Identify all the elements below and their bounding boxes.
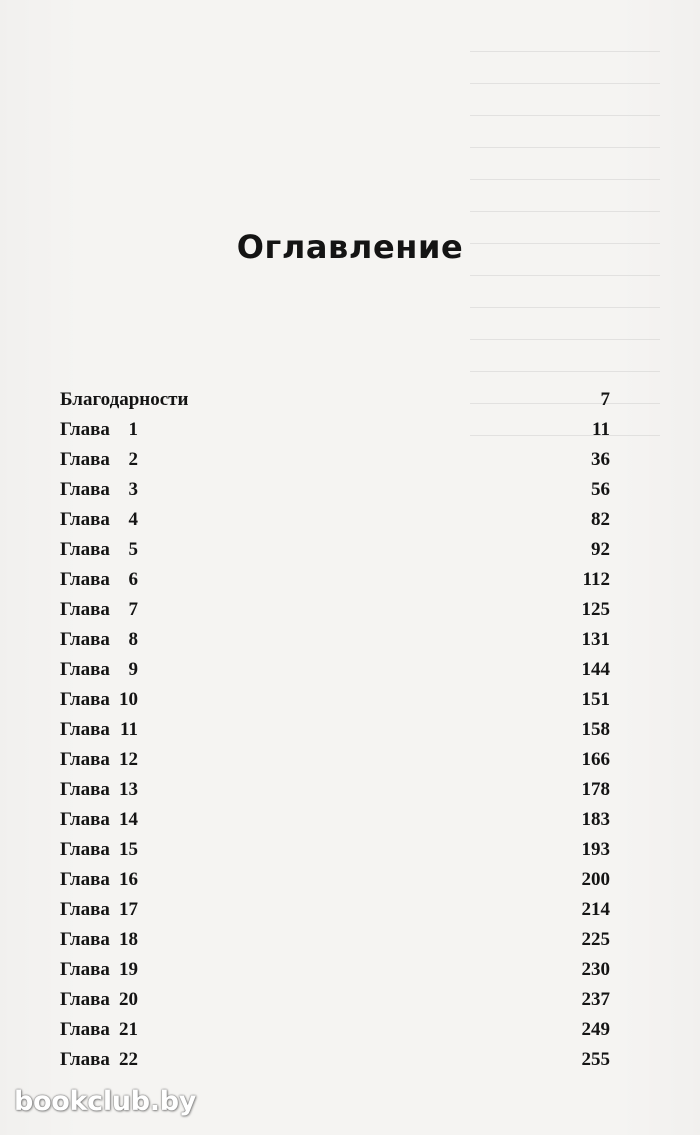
chapter-prefix: Глава bbox=[60, 959, 110, 980]
dot-leader bbox=[146, 415, 570, 445]
dot-leader bbox=[146, 565, 570, 595]
toc-entry-chapter bbox=[60, 565, 610, 595]
chapter-prefix: Глава bbox=[60, 629, 110, 650]
toc-page-number: 237 bbox=[581, 989, 610, 1010]
chapter-number: 3 bbox=[128, 479, 138, 500]
toc-page-number: 249 bbox=[581, 1019, 610, 1040]
toc-entry-chapter bbox=[60, 1045, 610, 1075]
toc-entry-chapter bbox=[60, 685, 610, 715]
chapter-number: 13 bbox=[119, 779, 138, 800]
toc-entry-label bbox=[60, 925, 138, 955]
toc-entry-label bbox=[60, 985, 138, 1015]
table-of-contents bbox=[60, 385, 610, 1075]
chapter-number: 12 bbox=[119, 749, 138, 770]
toc-entry-chapter bbox=[60, 415, 610, 445]
toc-page-number: 144 bbox=[581, 659, 610, 680]
toc-entry-chapter bbox=[60, 535, 610, 565]
dot-leader bbox=[146, 835, 570, 865]
toc-page-number: 255 bbox=[581, 1049, 610, 1070]
toc-entry-label bbox=[60, 1045, 138, 1075]
toc-page-number: 178 bbox=[581, 779, 610, 800]
chapter-number: 11 bbox=[120, 719, 138, 740]
toc-entry-label bbox=[60, 685, 138, 715]
toc-page-number: 36 bbox=[591, 449, 610, 470]
chapter-number: 6 bbox=[128, 569, 138, 590]
toc-page-number: 158 bbox=[581, 719, 610, 740]
toc-entry-chapter bbox=[60, 775, 610, 805]
chapter-prefix: Глава bbox=[60, 749, 110, 770]
dot-leader bbox=[146, 595, 570, 625]
toc-page-number: 112 bbox=[582, 569, 610, 590]
chapter-number: 15 bbox=[119, 839, 138, 860]
toc-page-number: 200 bbox=[581, 869, 610, 890]
watermark-logo: bookclub.by bbox=[14, 1086, 197, 1117]
toc-page-number: 131 bbox=[581, 629, 610, 650]
chapter-number: 14 bbox=[119, 809, 138, 830]
chapter-number: 22 bbox=[119, 1049, 138, 1070]
toc-page-number: 56 bbox=[591, 479, 610, 500]
chapter-prefix: Глава bbox=[60, 869, 110, 890]
toc-entry-chapter bbox=[60, 865, 610, 895]
chapter-prefix: Глава bbox=[60, 479, 110, 500]
toc-entry-label bbox=[60, 535, 138, 565]
chapter-prefix: Глава bbox=[60, 839, 110, 860]
toc-page-number: 125 bbox=[581, 599, 610, 620]
toc-entry-chapter bbox=[60, 655, 610, 685]
toc-page-number: 166 bbox=[581, 749, 610, 770]
chapter-number: 1 bbox=[128, 419, 138, 440]
chapter-prefix: Глава bbox=[60, 1049, 110, 1070]
toc-entry-label bbox=[60, 775, 138, 805]
toc-entry-label bbox=[60, 865, 138, 895]
toc-entry-chapter bbox=[60, 1015, 610, 1045]
toc-entry-label bbox=[60, 655, 138, 685]
chapter-number: 5 bbox=[128, 539, 138, 560]
chapter-number: 21 bbox=[119, 1019, 138, 1040]
toc-page-number: 193 bbox=[581, 839, 610, 860]
dot-leader bbox=[146, 445, 570, 475]
toc-entry-label bbox=[60, 1015, 138, 1045]
toc-entry-chapter bbox=[60, 835, 610, 865]
dot-leader bbox=[146, 625, 570, 655]
toc-entry-label bbox=[60, 505, 138, 535]
chapter-prefix: Глава bbox=[60, 779, 110, 800]
chapter-number: 17 bbox=[119, 899, 138, 920]
dot-leader bbox=[146, 745, 570, 775]
dot-leader bbox=[146, 715, 570, 745]
chapter-number: 4 bbox=[128, 509, 138, 530]
chapter-prefix: Глава bbox=[60, 689, 110, 710]
toc-entry-label bbox=[60, 595, 138, 625]
chapter-prefix: Глава bbox=[60, 419, 110, 440]
toc-entry-chapter bbox=[60, 715, 610, 745]
toc-page-number: 7 bbox=[600, 389, 610, 410]
toc-entry-chapter bbox=[60, 925, 610, 955]
toc-entry-label bbox=[60, 445, 138, 475]
toc-entry-label bbox=[60, 625, 138, 655]
dot-leader bbox=[195, 385, 596, 415]
toc-entry-label bbox=[60, 745, 138, 775]
toc-entry-chapter bbox=[60, 955, 610, 985]
toc-entry-chapter bbox=[60, 595, 610, 625]
chapter-number: 2 bbox=[128, 449, 138, 470]
toc-entry-acknowledgments bbox=[60, 385, 610, 415]
dot-leader bbox=[146, 865, 570, 895]
page-title: Оглавление bbox=[236, 228, 464, 266]
toc-entry-label bbox=[60, 955, 138, 985]
chapter-prefix: Глава bbox=[60, 449, 110, 470]
chapter-number: 9 bbox=[128, 659, 138, 680]
toc-entry-chapter bbox=[60, 985, 610, 1015]
chapter-prefix: Глава bbox=[60, 569, 110, 590]
dot-leader bbox=[146, 655, 570, 685]
chapter-number: 19 bbox=[119, 959, 138, 980]
dot-leader bbox=[146, 925, 570, 955]
toc-entry-chapter bbox=[60, 625, 610, 655]
toc-entry-label bbox=[60, 835, 138, 865]
chapter-prefix: Глава bbox=[60, 929, 110, 950]
chapter-prefix: Глава bbox=[60, 1019, 110, 1040]
toc-entry-label bbox=[60, 415, 138, 445]
toc-page-number: 82 bbox=[591, 509, 610, 530]
dot-leader bbox=[146, 955, 570, 985]
chapter-prefix: Глава bbox=[60, 599, 110, 620]
toc-entry-chapter bbox=[60, 475, 610, 505]
toc-entry-label bbox=[60, 475, 138, 505]
toc-entry-label bbox=[60, 805, 138, 835]
chapter-number: 10 bbox=[119, 689, 138, 710]
chapter-prefix: Глава bbox=[60, 509, 110, 530]
dot-leader bbox=[146, 1015, 570, 1045]
chapter-prefix: Глава bbox=[60, 659, 110, 680]
toc-entry-chapter bbox=[60, 745, 610, 775]
toc-entry-chapter bbox=[60, 895, 610, 925]
dot-leader bbox=[146, 805, 570, 835]
dot-leader bbox=[146, 505, 570, 535]
dot-leader bbox=[146, 1045, 570, 1075]
toc-entry-label bbox=[60, 565, 138, 595]
toc-entry-chapter bbox=[60, 505, 610, 535]
toc-entry-label bbox=[60, 895, 138, 925]
chapter-prefix: Глава bbox=[60, 539, 110, 560]
toc-page-number: 225 bbox=[581, 929, 610, 950]
toc-page-number: 230 bbox=[581, 959, 610, 980]
chapter-number: 7 bbox=[128, 599, 138, 620]
toc-page-number: 214 bbox=[581, 899, 610, 920]
chapter-number: 20 bbox=[119, 989, 138, 1010]
chapter-prefix: Глава bbox=[60, 899, 110, 920]
toc-page-number: 183 bbox=[581, 809, 610, 830]
dot-leader bbox=[146, 985, 570, 1015]
toc-entry-chapter bbox=[60, 805, 610, 835]
dot-leader bbox=[146, 535, 570, 565]
toc-page-number: 151 bbox=[581, 689, 610, 710]
chapter-number: 18 bbox=[119, 929, 138, 950]
dot-leader bbox=[146, 475, 570, 505]
toc-page-number: 92 bbox=[591, 539, 610, 560]
dot-leader bbox=[146, 895, 570, 925]
toc-entry-label bbox=[60, 715, 138, 745]
chapter-prefix: Глава bbox=[60, 719, 110, 740]
chapter-prefix: Глава bbox=[60, 809, 110, 830]
toc-entry-chapter bbox=[60, 445, 610, 475]
toc-entry-label: Благодарности bbox=[60, 389, 189, 410]
dot-leader bbox=[146, 685, 570, 715]
chapter-prefix: Глава bbox=[60, 989, 110, 1010]
chapter-number: 16 bbox=[119, 869, 138, 890]
chapter-number: 8 bbox=[128, 629, 138, 650]
toc-page-number: 11 bbox=[592, 419, 610, 440]
dot-leader bbox=[146, 775, 570, 805]
